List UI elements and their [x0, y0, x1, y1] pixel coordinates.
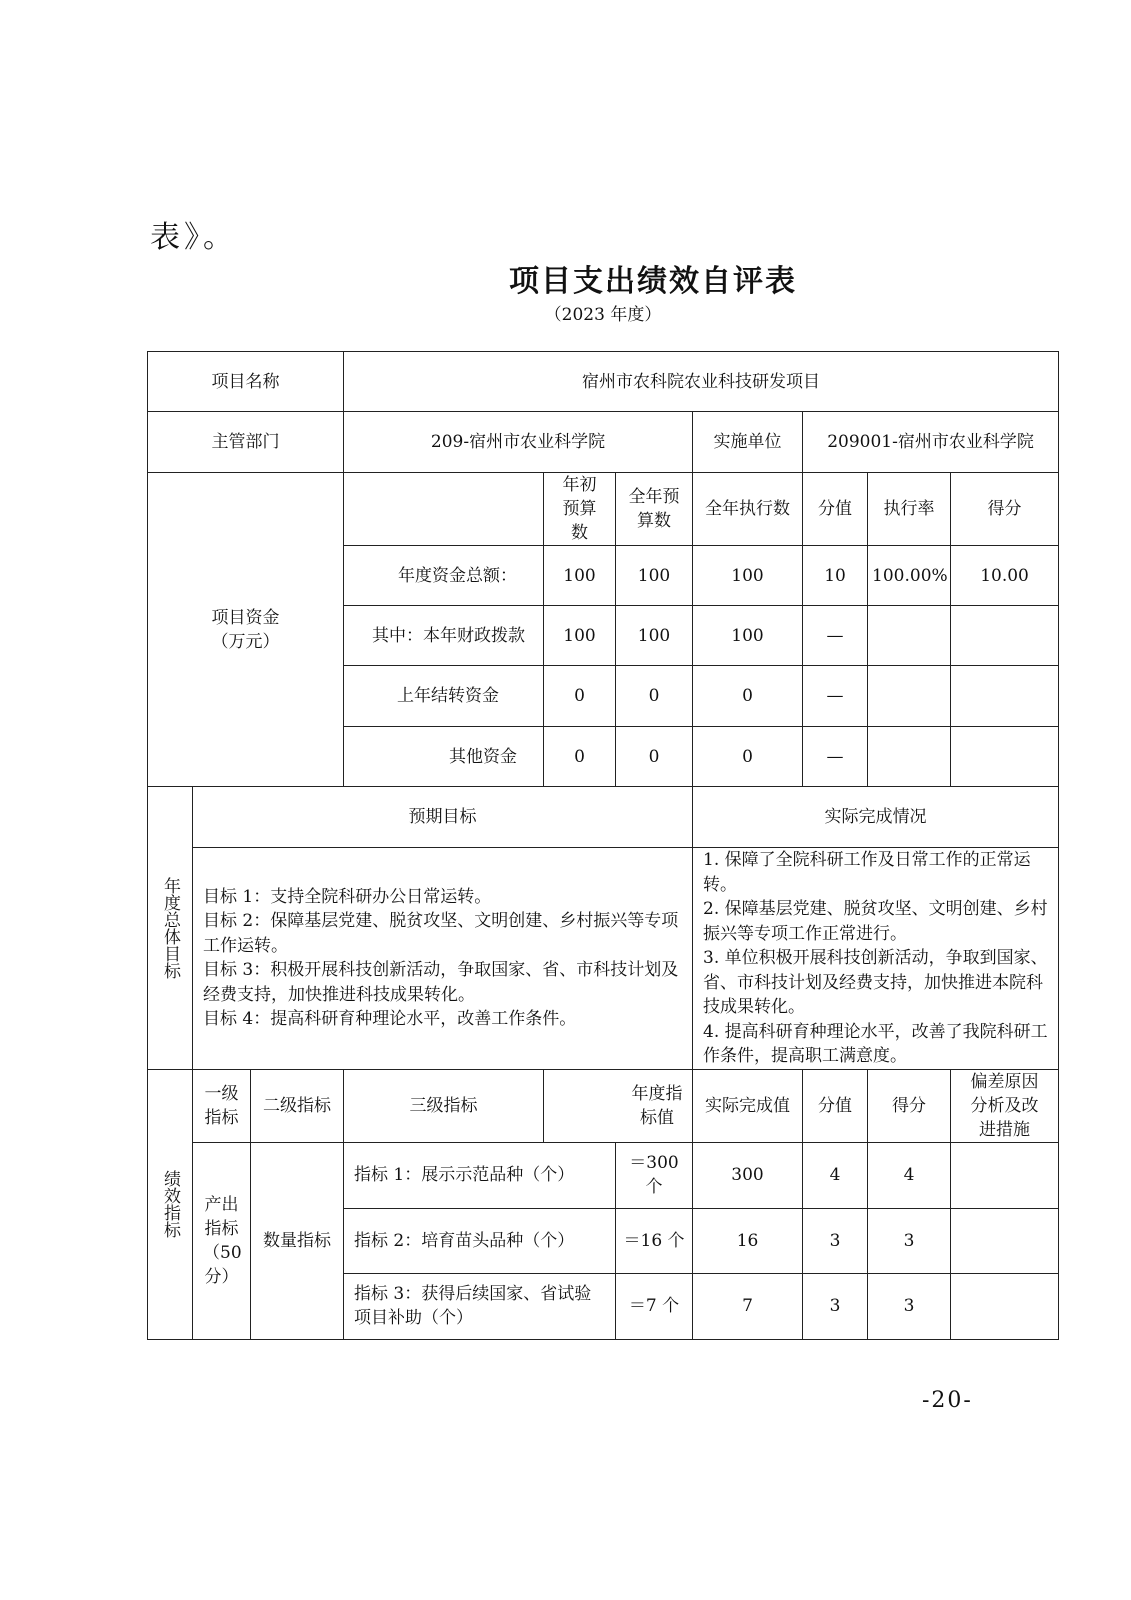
funds-row-rate [868, 727, 951, 787]
funds-header-row [148, 473, 1059, 546]
funds-row-annual: 100 [616, 546, 693, 606]
level2-header: 二级指标 [251, 1069, 344, 1142]
actual-completion-item: 3. 单位积极开展科技创新活动，争取到国家、省、市科技计划及经费支持，加快推进本院科技成果转化。 [703, 948, 1048, 1017]
actual-completion-cell [693, 848, 1059, 1070]
funds-header-score: 得分 [951, 473, 1059, 546]
expected-goals-header: 预期目标 [193, 787, 693, 848]
indicator-score-value: 3 [803, 1273, 868, 1339]
actual-completion-item: 4. 提高科研育种理论水平，改善了我院科研工作条件，提高职工满意度。 [703, 1021, 1048, 1066]
funds-label-text: 项目资金 （万元） [211, 607, 280, 652]
score-value-header: 分值 [803, 1069, 868, 1142]
funds-row-score-value: — [803, 606, 868, 666]
funds-header-executed: 全年执行数 [693, 473, 803, 546]
project-name-row [148, 352, 1059, 412]
department-label: 主管部门 [148, 412, 344, 473]
actual-completion-header: 实际完成情况 [693, 787, 1059, 848]
actual-completion-item: 1. 保障了全院科研工作及日常工作的正常运转。 [703, 850, 1031, 895]
annual-goals-label: 年度总体目标 [148, 787, 193, 1070]
expected-goals-cell [193, 848, 693, 1070]
funds-header-rate: 执行率 [868, 473, 951, 546]
goals-content-row [148, 848, 1059, 1070]
funds-row-score-value: 10 [803, 546, 868, 606]
indicator-name: 指标 3：获得后续国家、省试验项目补助（个） [344, 1273, 616, 1339]
funds-header-empty [344, 473, 544, 546]
actual-completion-item: 2. 保障基层党建、脱贫攻坚、文明创建、乡村振兴等专项工作正常进行。 [703, 899, 1048, 944]
indicator-target: ＝16 个 [616, 1208, 693, 1273]
level3-header: 三级指标 [344, 1069, 544, 1142]
unit-value: 209001-宿州市农业科学院 [803, 412, 1059, 473]
indicator-score: 3 [868, 1273, 951, 1339]
project-name-label: 项目名称 [148, 352, 344, 412]
funds-row-executed: 100 [693, 606, 803, 666]
funds-row-initial: 0 [544, 727, 616, 787]
deviation-header: 偏差原因分析及改进措施 [951, 1069, 1059, 1142]
funds-row-label: 其中：本年财政拨款 [344, 606, 544, 666]
expected-goal-item: 目标 4：提高科研育种理论水平，改善工作条件。 [203, 1009, 577, 1030]
indicator-actual: 7 [693, 1273, 803, 1339]
indicator-header-row [148, 1069, 1059, 1142]
indicator-target: ＝300个 [616, 1142, 693, 1208]
level1-header: 一级指标 [193, 1069, 251, 1142]
page-title: 项目支出绩效自评表 [509, 264, 797, 299]
funds-row-executed: 100 [693, 546, 803, 606]
indicator-target: ＝7 个 [616, 1273, 693, 1339]
indicator-score-value: 4 [803, 1142, 868, 1208]
funds-row-executed: 0 [693, 727, 803, 787]
department-row [148, 412, 1059, 473]
funds-row-rate: 100.00% [868, 546, 951, 606]
lead-text: 表》。 [150, 220, 237, 255]
funds-row-score-value: — [803, 666, 868, 727]
page-subtitle: （2023 年度） [544, 305, 662, 325]
indicator-name: 指标 1：展示示范品种（个） [344, 1142, 616, 1208]
funds-row-annual: 0 [616, 666, 693, 727]
self-evaluation-table [147, 351, 1059, 1340]
indicator-score: 3 [868, 1208, 951, 1273]
funds-header-score-value: 分值 [803, 473, 868, 546]
funds-row-label: 其他资金 [344, 727, 544, 787]
funds-row-score: 10.00 [951, 546, 1059, 606]
funds-row-annual: 100 [616, 606, 693, 666]
department-value: 209-宿州市农业科学院 [344, 412, 693, 473]
funds-row-initial: 0 [544, 666, 616, 727]
funds-row-initial: 100 [544, 606, 616, 666]
indicator-score-value: 3 [803, 1208, 868, 1273]
indicator-name: 指标 2：培育苗头品种（个） [344, 1208, 616, 1273]
expected-goal-item: 目标 1：支持全院科研办公日常运转。 [203, 886, 492, 907]
indicator-row [148, 1142, 1059, 1208]
indicator-actual: 300 [693, 1142, 803, 1208]
funds-row-label: 年度资金总额： [344, 546, 544, 606]
unit-label: 实施单位 [693, 412, 803, 473]
funds-label [148, 473, 344, 787]
funds-header-annual: 全年预算数 [616, 473, 693, 546]
funds-row-score [951, 666, 1059, 727]
funds-row-rate [868, 606, 951, 666]
page-number: -20- [922, 1388, 973, 1413]
project-name-value: 宿州市农科院农业科技研发项目 [344, 352, 1059, 412]
target-value-header-text: 年度指标值 [631, 1083, 683, 1128]
goals-header-row [148, 787, 1059, 848]
target-value-header [544, 1069, 693, 1142]
score-header: 得分 [868, 1069, 951, 1142]
funds-row-rate [868, 666, 951, 727]
funds-row-score-value: — [803, 727, 868, 787]
expected-goal-item: 目标 3：积极开展科技创新活动，争取国家、省、市科技计划及经费支持，加快推进科技成果转化。 [203, 960, 679, 1005]
funds-row-executed: 0 [693, 666, 803, 727]
expected-goal-item: 目标 2：保障基层党建、脱贫攻坚、文明创建、乡村振兴等专项工作运转。 [203, 911, 679, 956]
level2-value: 数量指标 [251, 1142, 344, 1339]
performance-indicators-label: 绩效指标 [148, 1069, 193, 1339]
funds-row-label: 上年结转资金 [344, 666, 544, 727]
indicator-score: 4 [868, 1142, 951, 1208]
funds-row-annual: 0 [616, 727, 693, 787]
indicator-deviation [951, 1208, 1059, 1273]
level1-value: 产出指标（50分） [193, 1142, 251, 1339]
funds-row-score [951, 727, 1059, 787]
indicator-actual: 16 [693, 1208, 803, 1273]
funds-row-score [951, 606, 1059, 666]
indicator-deviation [951, 1273, 1059, 1339]
funds-row-initial: 100 [544, 546, 616, 606]
indicator-deviation [951, 1142, 1059, 1208]
actual-value-header: 实际完成值 [693, 1069, 803, 1142]
funds-header-initial: 年初预算数 [544, 473, 616, 546]
